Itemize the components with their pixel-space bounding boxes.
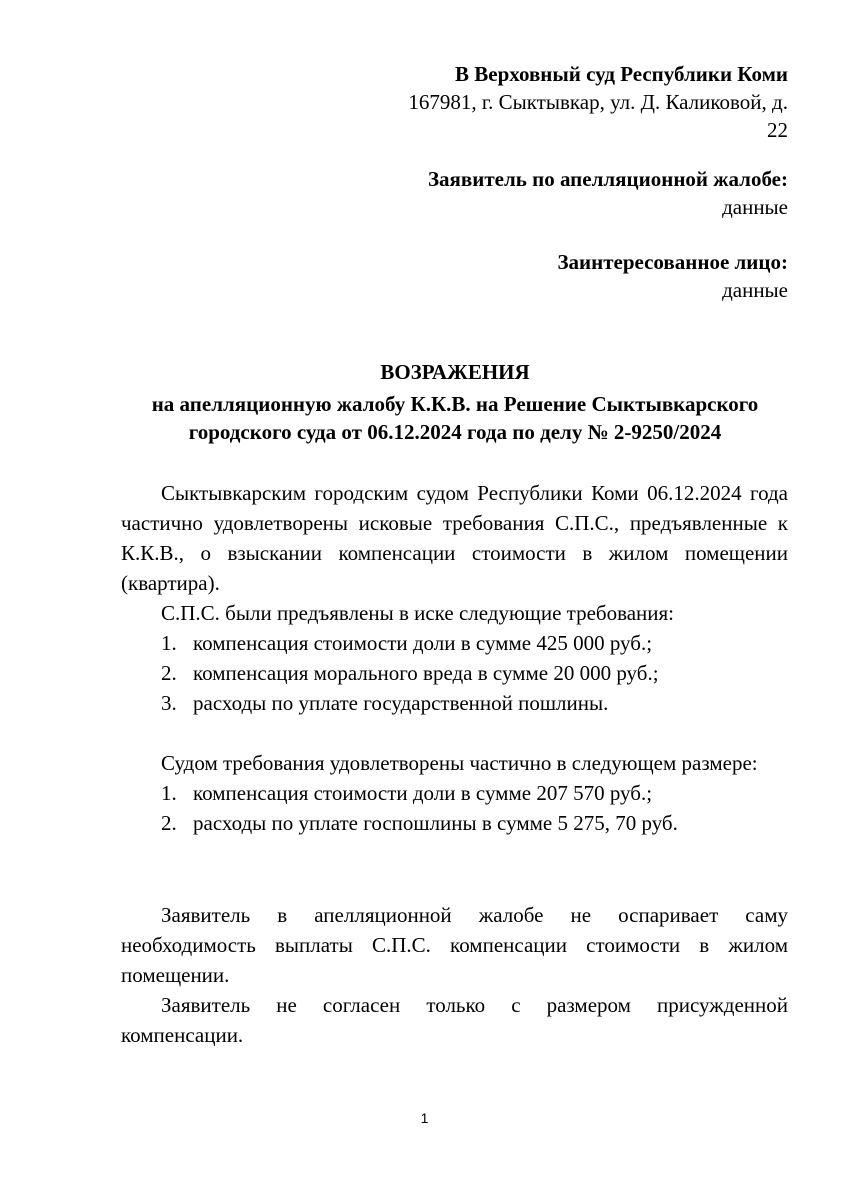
list-item xyxy=(121,778,788,808)
interested-party-label: Заинтересованное лицо: xyxy=(557,250,788,274)
list-item-text: компенсация стоимости доли в сумме 425 000 руб.; xyxy=(193,631,653,655)
document-subtitle-line2: городского суда от 06.12.2024 года по делу № 2-9250/2024 xyxy=(188,420,722,444)
awarded-list xyxy=(121,778,788,838)
paragraph-decision: Сыктывкарским городским судом Республики Коми 06.12.2024 года частично удовлетворены исковые требования С.П.С., предъявленные к К.К.В., о взыскании компенсации стоимости в жилом помещении (квартира). xyxy=(121,481,788,595)
court-address-line2: 22 xyxy=(767,118,788,142)
interested-party-value: данные xyxy=(722,278,788,302)
paragraph-disagreement: Заявитель не согласен только с размером присужденной компенсации. xyxy=(121,993,788,1047)
document-title: ВОЗРАЖЕНИЯ xyxy=(380,360,530,384)
list-item-number: 2. xyxy=(161,811,177,835)
list-item xyxy=(121,628,788,658)
list-item-number: 2. xyxy=(161,661,177,685)
list-item-text: компенсация морального вреда в сумме 20 000 руб.; xyxy=(193,661,659,685)
paragraph-claims-intro: С.П.С. были предъявлены в иске следующие требования: xyxy=(161,601,675,625)
court-name: В Верховный суд Республики Коми xyxy=(455,62,788,86)
list-item-text: расходы по уплате госпошлины в сумме 5 275, 70 руб. xyxy=(193,811,678,835)
list-item-text: компенсация стоимости доли в сумме 207 570 руб.; xyxy=(193,781,653,805)
list-item-number: 3. xyxy=(161,691,177,715)
body-section-1 xyxy=(121,478,788,718)
applicant-value: данные xyxy=(722,195,788,219)
list-item xyxy=(121,688,788,718)
page-number: 1 xyxy=(420,1110,429,1126)
paragraph-not-disputed: Заявитель в апелляционной жалобе не оспаривает саму необходимость выплаты С.П.С. компенсации стоимости в жилом помещении. xyxy=(121,903,788,987)
court-recipient-block xyxy=(360,60,788,144)
list-item-text: расходы по уплате государственной пошлины. xyxy=(193,691,609,715)
interested-party-block xyxy=(360,248,788,304)
body-section-2 xyxy=(121,748,788,838)
document-title-block xyxy=(110,358,800,446)
list-item-number: 1. xyxy=(161,781,177,805)
list-item-number: 1. xyxy=(161,631,177,655)
document-subtitle-line1: на апелляционную жалобу К.К.В. на Решение Сыктывкарского xyxy=(151,392,759,416)
paragraph-awarded-intro: Судом требования удовлетворены частично в следующем размере: xyxy=(161,751,758,775)
list-item xyxy=(121,808,788,838)
applicant-label: Заявитель по апелляционной жалобе: xyxy=(427,167,788,191)
list-item xyxy=(121,658,788,688)
claims-list xyxy=(121,628,788,718)
applicant-block xyxy=(360,165,788,221)
body-section-3 xyxy=(121,900,788,1050)
court-address-line1: 167981, г. Сыктывкар, ул. Д. Каликовой, д. xyxy=(408,90,788,114)
